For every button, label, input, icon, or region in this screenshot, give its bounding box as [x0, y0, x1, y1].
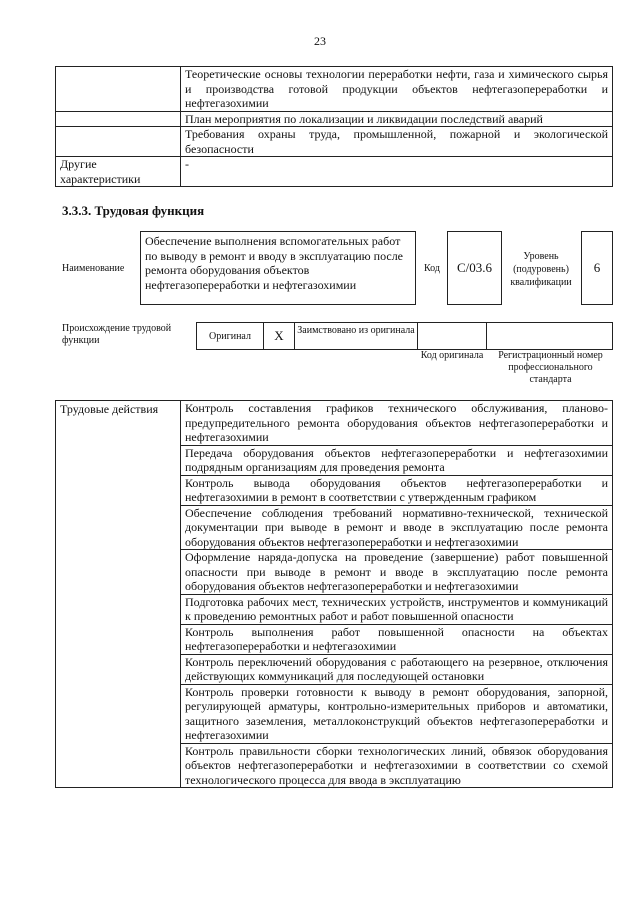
- knowledge-item: План мероприятия по локализации и ликвидации последствий аварий: [181, 111, 613, 127]
- function-name-box: Обеспечение выполнения вспомогательных работ по выводу в ремонт и вводу в эксплуатацию после ремонта оборудования объектов нефтегазопереработки и нефтегазохимии: [140, 231, 416, 305]
- labor-action-item: Обеспечение соблюдения требований нормативно-технической, технической документации при выводе в ремонт и вводе в эксплуатацию после ремонта оборудования объектов нефтегазопереработки и нефтегазохимии: [181, 505, 613, 550]
- labor-action-item: Передача оборудования объектов нефтегазопереработки и нефтегазохимии подрядным организациям для проведения ремонта: [181, 445, 613, 475]
- labor-action-item: Подготовка рабочих мест, технических устройств, инструментов и коммуникаций к проведению ремонтных работ и работ повышенной опасности: [181, 594, 613, 624]
- name-label: Наименование: [62, 263, 125, 274]
- origin-label: Происхождение трудовой функции: [62, 323, 172, 346]
- labor-action-item: Оформление наряда-допуска на проведение (завершение) работ повышенной опасности при выводе в ремонт и вводе в эксплуатацию после ремонта оборудования объектов нефтегазопереработки и нефтегазохимии: [181, 550, 613, 595]
- labor-action-item: Контроль правильности сборки технологических линий, обвязок оборудования объектов нефтегазопереработки и нефтегазохимии в соответствии со схемой технологического процесса для ввода в эксплуатацию: [181, 743, 613, 788]
- labor-action-item: Контроль вывода оборудования объектов нефтегазопереработки и нефтегазохимии в ремонт в соответствии с утвержденным графиком: [181, 475, 613, 505]
- original-mark-cell: X: [263, 322, 295, 350]
- function-code-box: C/03.6: [447, 231, 502, 305]
- registration-number-cell: [486, 322, 613, 350]
- other-characteristics-label: Другие характеристики: [56, 157, 181, 187]
- qualification-level-box: 6: [581, 231, 613, 305]
- qualification-level-label: Уровень (подуровень) квалификации: [510, 251, 572, 288]
- labor-action-item: Контроль составления графиков технического обслуживания, планово-предупредительного ремонта оборудования объектов нефтегазопереработки и нефтегазохимии: [181, 401, 613, 446]
- borrowed-cell: Заимствовано из оригинала: [294, 322, 418, 350]
- table-cell-empty: [56, 67, 181, 112]
- table-cell-empty: [56, 127, 181, 157]
- code-label: Код: [424, 263, 440, 274]
- knowledge-item: Требования охраны труда, промышленной, пожарной и экологической безопасности: [181, 127, 613, 157]
- section-title: 3.3.3. Трудовая функция: [62, 203, 205, 218]
- original-code-caption: Код оригинала: [420, 350, 484, 361]
- original-cell: Оригинал: [196, 322, 264, 350]
- other-characteristics-value: -: [181, 157, 613, 187]
- table-cell-empty: [56, 111, 181, 127]
- knowledge-item: Теоретические основы технологии переработки нефти, газа и химического сырья и производства готовой продукции объектов нефтегазопереработки и нефтегазохимии: [181, 67, 613, 112]
- labor-action-item: Контроль проверки готовности к выводу в ремонт оборудования, запорной, регулирующей арматуры, контрольно-измерительных приборов и автоматики, защитного заземления, металлоконструкций объектов нефтегазопереработки и нефтегазохимии: [181, 684, 613, 743]
- labor-action-item: Контроль выполнения работ повышенной опасности на объектах нефтегазопереработки и нефтегазохимии: [181, 624, 613, 654]
- knowledge-table: [55, 66, 613, 187]
- registration-number-caption: Регистрационный номер профессионального стандарта: [498, 350, 603, 385]
- labor-actions-table: [55, 400, 613, 788]
- labor-action-item: Контроль переключений оборудования с работающего на резервное, отключения действующих коммуникаций для последующей остановки: [181, 654, 613, 684]
- original-code-cell: [417, 322, 487, 350]
- labor-actions-label: Трудовые действия: [56, 401, 181, 788]
- page-number: 23: [314, 34, 326, 48]
